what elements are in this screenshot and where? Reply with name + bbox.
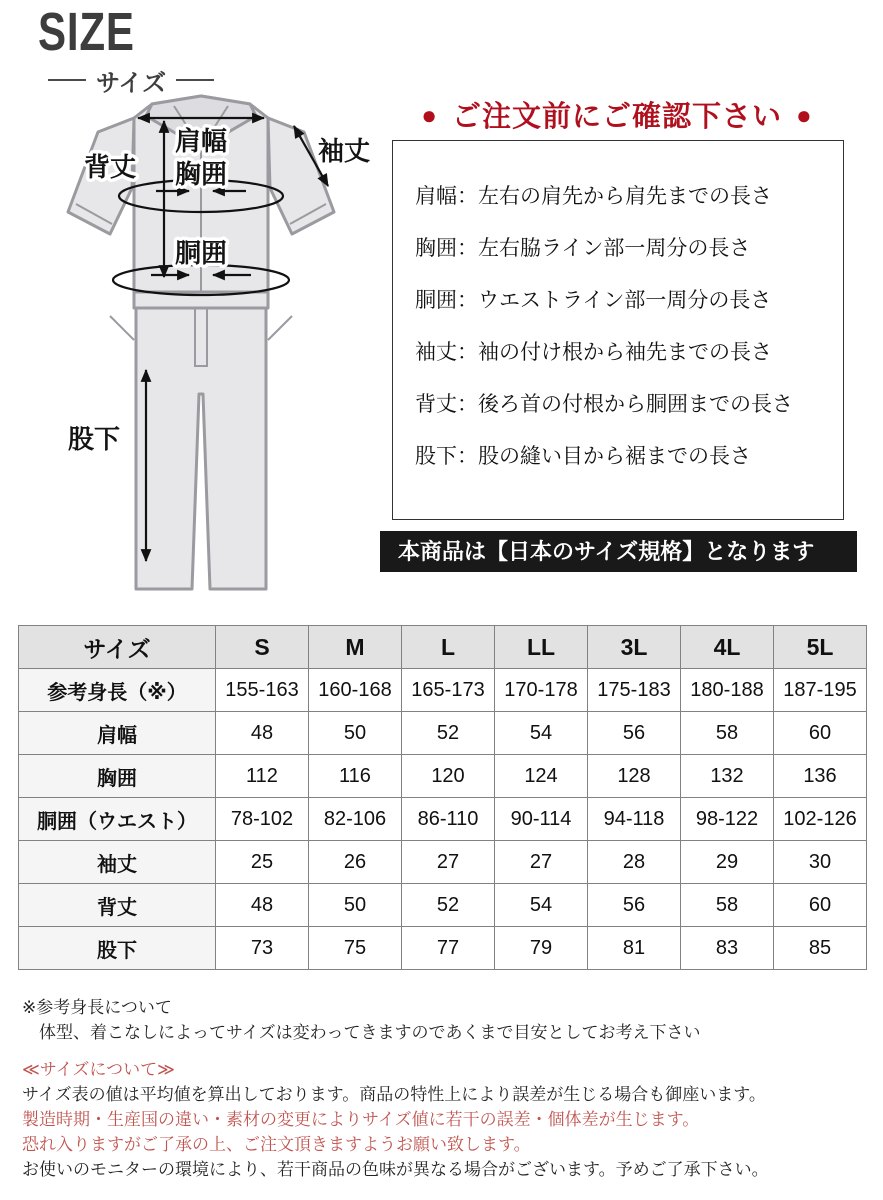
column-header: M [309, 626, 402, 669]
table-row [19, 841, 867, 884]
size-value: 102-126 [774, 798, 867, 841]
note-line: 体型、着こなしによってサイズは変わってきますのであくまで目安としてお考え下さい [22, 1023, 701, 1042]
size-value: 60 [774, 884, 867, 927]
row-label: 袖丈 [19, 841, 216, 884]
size-value: 98-122 [681, 798, 774, 841]
column-header: 5L [774, 626, 867, 669]
size-value: 50 [309, 884, 402, 927]
red-dot-icon: ● [796, 100, 813, 130]
column-header: S [216, 626, 309, 669]
table-row [19, 927, 867, 970]
size-value: 83 [681, 927, 774, 970]
size-value: 58 [681, 712, 774, 755]
definition-line: 胸囲：左右脇ライン部一周分の長さ [415, 237, 751, 260]
size-table [18, 625, 867, 970]
red-dot-icon: ● [421, 100, 438, 130]
chest-girth-label: 胸囲 [174, 159, 228, 189]
note-line: 恐れ入りますがご了承の上、ご注文頂きますようお願い致します。 [22, 1135, 531, 1154]
table-header-row [19, 626, 867, 669]
size-value: 56 [588, 884, 681, 927]
definition-line: 背丈：後ろ首の付根から胴囲までの長さ [415, 393, 793, 416]
size-value: 52 [402, 712, 495, 755]
table-row [19, 755, 867, 798]
column-header: サイズ [19, 626, 216, 669]
size-value: 170-178 [495, 669, 588, 712]
size-value: 27 [402, 841, 495, 884]
dash-line [48, 79, 86, 81]
size-value: 155-163 [216, 669, 309, 712]
size-value: 29 [681, 841, 774, 884]
size-value: 85 [774, 927, 867, 970]
definition-line: 胴囲：ウエストライン部一周分の長さ [415, 289, 772, 312]
size-value: 128 [588, 755, 681, 798]
column-header: 3L [588, 626, 681, 669]
size-value: 120 [402, 755, 495, 798]
size-value: 77 [402, 927, 495, 970]
row-label: 参考身長（※） [19, 669, 216, 712]
definition-line: 肩幅：左右の肩先から肩先までの長さ [415, 185, 772, 208]
size-value: 79 [495, 927, 588, 970]
coverall-illustration [46, 84, 376, 614]
shoulder-width-label: 肩幅 [174, 126, 228, 156]
size-value: 175-183 [588, 669, 681, 712]
size-value: 160-168 [309, 669, 402, 712]
note-line: ≪サイズについて≫ [22, 1060, 175, 1079]
size-value: 187-195 [774, 669, 867, 712]
size-value: 28 [588, 841, 681, 884]
row-label: 胸囲 [19, 755, 216, 798]
left-pocket [110, 316, 134, 340]
confirm-title [388, 94, 846, 135]
size-value: 180-188 [681, 669, 774, 712]
right-pocket [268, 316, 292, 340]
size-value: 136 [774, 755, 867, 798]
row-label: 股下 [19, 927, 216, 970]
size-value: 94-118 [588, 798, 681, 841]
size-value: 54 [495, 884, 588, 927]
row-label: 肩幅 [19, 712, 216, 755]
size-value: 54 [495, 712, 588, 755]
size-value: 25 [216, 841, 309, 884]
note-line: サイズ表の値は平均値を算出しております。商品の特性上により誤差が生じる場合も御座います。 [22, 1085, 766, 1104]
size-value: 52 [402, 884, 495, 927]
column-header: L [402, 626, 495, 669]
size-heading-en: SIZE [38, 2, 135, 62]
waist-girth-label: 胴囲 [174, 238, 228, 268]
size-value: 132 [681, 755, 774, 798]
size-value: 60 [774, 712, 867, 755]
size-value: 78-102 [216, 798, 309, 841]
table-row [19, 712, 867, 755]
size-value: 165-173 [402, 669, 495, 712]
size-value: 26 [309, 841, 402, 884]
notes-section [22, 995, 867, 1182]
column-header: LL [495, 626, 588, 669]
size-value: 75 [309, 927, 402, 970]
table-row [19, 798, 867, 841]
size-heading-ja-text: サイズ [96, 69, 167, 97]
size-value: 82-106 [309, 798, 402, 841]
back-length-label: 背丈 [83, 152, 137, 182]
size-value: 56 [588, 712, 681, 755]
size-value: 86-110 [402, 798, 495, 841]
size-value: 48 [216, 884, 309, 927]
size-value: 116 [309, 755, 402, 798]
inseam-label: 股下 [67, 424, 121, 454]
size-value: 30 [774, 841, 867, 884]
definition-line: 袖丈：袖の付け根から袖先までの長さ [415, 341, 772, 364]
note-line: 製造時期・生産国の違い・素材の変更によりサイズ値に若干の誤差・個体差が生じます。 [22, 1110, 700, 1129]
sleeve-length-label: 袖丈 [317, 136, 371, 166]
confirm-title-text: ご注文前にご確認下さい [451, 101, 782, 133]
table-row [19, 884, 867, 927]
measurement-definitions-box [392, 140, 844, 520]
size-value: 112 [216, 755, 309, 798]
note-line: お使いのモニターの環境により、若干商品の色味が異なる場合がございます。予めご了承下さい。 [22, 1160, 769, 1179]
size-value: 90-114 [495, 798, 588, 841]
dash-line [176, 79, 214, 81]
table-row [19, 669, 867, 712]
size-value: 27 [495, 841, 588, 884]
row-label: 背丈 [19, 884, 216, 927]
japan-size-standard-bar: 本商品は【日本のサイズ規格】となります [380, 531, 857, 572]
size-value: 58 [681, 884, 774, 927]
garment-diagram [46, 84, 376, 614]
row-label: 胴囲（ウエスト） [19, 798, 216, 841]
size-value: 81 [588, 927, 681, 970]
size-value: 73 [216, 927, 309, 970]
pants [136, 308, 266, 589]
size-value: 50 [309, 712, 402, 755]
definition-line: 股下：股の縫い目から裾までの長さ [415, 445, 751, 468]
note-line: ※参考身長について [22, 998, 172, 1017]
size-value: 48 [216, 712, 309, 755]
column-header: 4L [681, 626, 774, 669]
size-value: 124 [495, 755, 588, 798]
